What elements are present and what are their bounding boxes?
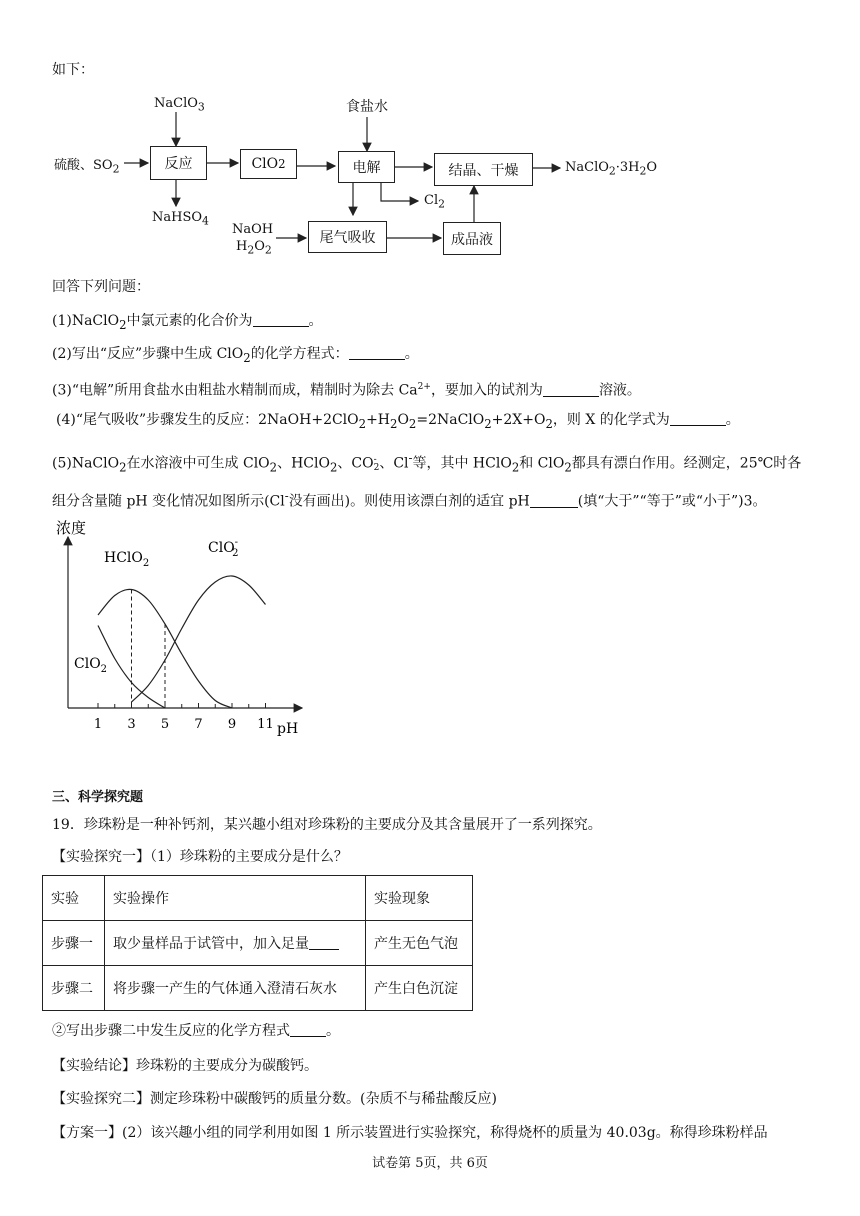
- brine-label: 食盐水: [346, 99, 388, 115]
- answer-blank[interactable]: [290, 1022, 326, 1037]
- sulfuric-so2-label: 硫酸、$SO_2$: [54, 158, 120, 176]
- x-tick-label: 1: [93, 717, 103, 732]
- x-tick-label: 9: [227, 717, 237, 732]
- naclo3-label: NaClO$_3$: [154, 96, 205, 114]
- x-axis-label: pH: [277, 721, 299, 737]
- table-row: [43, 921, 473, 966]
- table-cell: 取少量样品于试管中，加入足量: [105, 921, 366, 966]
- question-1: (1)NaClO$_2$中氯元素的化合价为 。: [52, 313, 323, 332]
- crystallize-box: 结晶、干燥: [434, 153, 533, 186]
- answer-blank[interactable]: [253, 312, 309, 327]
- nahso4-label: NaHSO$_4$: [152, 210, 209, 228]
- answer-blank[interactable]: [349, 345, 405, 360]
- plan-1-text: 【方案一】(2）该兴趣小组的同学利用如图 1 所示装置进行实验探究，称得烧杯的质量为 40.03g。称得珍珠粉样品: [52, 1125, 768, 1141]
- experiment-table: [42, 875, 473, 1011]
- table-header: 实验操作: [105, 876, 366, 921]
- x-tick-label: 3: [127, 717, 136, 732]
- experiment-1-heading: 【实验探究一】（1）珍珠粉的主要成分是什么？: [52, 849, 348, 865]
- flowchart-arrows: [0, 0, 860, 270]
- table-cell: 产生无色气泡: [366, 921, 473, 966]
- question-5-line2: 组分含量随 pH 变化情况如图所示(Cl-没有画出)。则使用该漂白剂的适宜 pH (填“大于”“等于”或“小于”)3。: [52, 489, 767, 510]
- product-label: $NaClO_2\cdot 3H_2O$: [565, 160, 658, 178]
- question-3: (3)“电解”所用食盐水由粗盐水精制而成，精制时为除去 $Ca^{2+}$，要加入的试剂为 溶液。: [52, 382, 641, 399]
- series-label-hclo2: HClO$_2$: [104, 550, 150, 569]
- table-cell: 将步骤一产生的气体通入澄清石灰水: [105, 966, 366, 1011]
- page-footer: 试卷第 5页，共 6页: [372, 1156, 488, 1171]
- x-tick-label: 5: [160, 717, 170, 732]
- answer-blank[interactable]: [309, 935, 339, 950]
- x-tick-label: 11: [257, 717, 274, 732]
- question-4: (4)“尾气吸收”步骤发生的反应：$2NaOH+2ClO_2+H_2O_2=2NaClO_2+2X+O_2$，则 X 的化学式为 。: [56, 412, 740, 431]
- table-cell: 步骤一: [43, 921, 105, 966]
- question-19: 19．珍珠粉是一种补钙剂，某兴趣小组对珍珠粉的主要成分及其含量展开了一系列探究。: [52, 817, 602, 833]
- section-heading: 三、科学探究题: [52, 790, 144, 805]
- ph-concentration-chart: [40, 515, 320, 745]
- table-header: 实验: [43, 876, 105, 921]
- answer-prompt: 回答下列问题：: [52, 279, 150, 295]
- table-cell: 产生白色沉淀: [366, 966, 473, 1011]
- series-line-clo2-: [132, 576, 266, 702]
- reaction-box: 反应: [150, 146, 207, 180]
- experiment-2-heading: 【实验探究二】测定珍珠粉中碳酸钙的质量分数。(杂质不与稀盐酸反应): [52, 1091, 497, 1107]
- naoh-label: NaOH: [232, 222, 274, 237]
- answer-blank[interactable]: [543, 382, 599, 397]
- answer-blank[interactable]: [530, 493, 578, 508]
- question-19-2: ②写出步骤二中发生反应的化学方程式 。: [52, 1023, 340, 1039]
- question-5-line1: (5)NaClO$_2$在水溶液中可生成 ClO$_2$、HClO$_2$、CO - 2 、Cl-等，其中 HClO$_2$和 ClO$_2$都具有漂白作用。经测定，25℃时各: [52, 451, 802, 475]
- x-tick-label: 7: [194, 717, 203, 732]
- table-header-row: [43, 876, 473, 921]
- experiment-conclusion: 【实验结论】珍珠粉的主要成分为碳酸钙。: [52, 1058, 318, 1074]
- cl2-label: $Cl_2$: [424, 193, 445, 211]
- series-label-clo2: ClO$_2$: [74, 656, 108, 675]
- table-cell: 步骤二: [43, 966, 105, 1011]
- h2o2-label: $H_2O_2$: [236, 239, 272, 257]
- answer-blank[interactable]: [670, 411, 726, 426]
- question-2: (2)写出“反应”步骤中生成 ClO$_2$的化学方程式： 。: [52, 346, 419, 365]
- tail-gas-box: 尾气吸收: [308, 221, 387, 253]
- y-axis-label: 浓度: [56, 519, 87, 537]
- clo2-box: ClO 2: [240, 149, 297, 179]
- table-header: 实验现象: [366, 876, 473, 921]
- series-label-clo2-ion: ClO-2: [208, 537, 239, 559]
- product-liquid-box: 成品液: [443, 222, 501, 255]
- intro-text: 如下：: [52, 62, 94, 78]
- electrolysis-box: 电解: [338, 151, 395, 183]
- table-row: [43, 966, 473, 1011]
